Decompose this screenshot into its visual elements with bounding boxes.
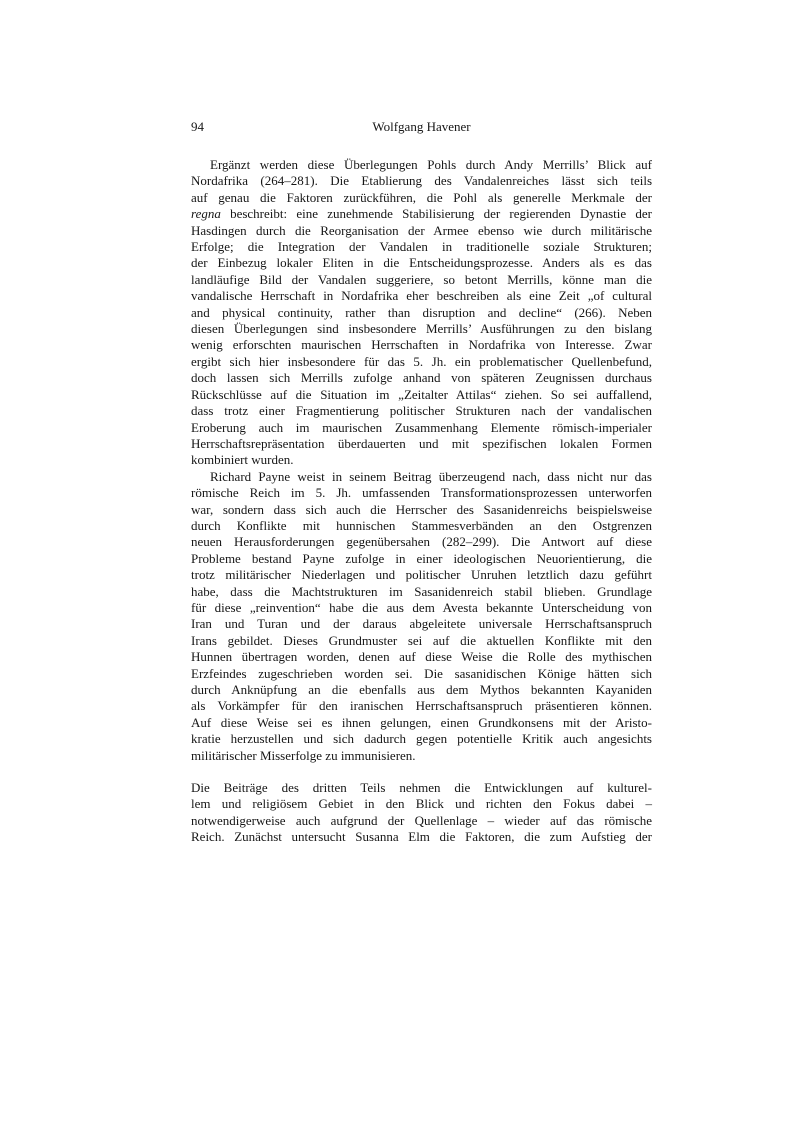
text-line (191, 354, 652, 370)
text-line (191, 829, 652, 845)
text-line (191, 698, 652, 714)
text-segment: durch Konflikte mit hunnischen Stammesverbänden an den Ostgrenzen (191, 517, 652, 533)
text-line (191, 157, 652, 173)
text-segment: militärischer Misserfolge zu immunisieren. (191, 747, 416, 763)
text-line (191, 173, 652, 189)
running-head-title: Wolfgang Havener (372, 119, 471, 134)
text-segment: Herrschaftsrepräsentation überdauerten und mit spezifischen lokalen Formen (191, 435, 652, 451)
text-line (191, 584, 652, 600)
text-segment: Rückschlüsse auf die Situation im „Zeitalter Attilas“ ziehen. So sei auffallend, (191, 386, 652, 402)
text-line (191, 321, 652, 337)
text-segment: Hunnen übertragen worden, denen auf diese Weise die Rolle des mythischen (191, 649, 652, 665)
text-segment: wenig erforschten maurischen Herrschaften in Nordafrika von Interesse. Zwar (191, 337, 652, 353)
text-segment: Nordafrika (264–281). Die Etablierung des Vandalenreiches lässt sich teils (191, 173, 652, 189)
text-line (191, 337, 652, 353)
text-line (191, 469, 652, 485)
text-block (191, 157, 652, 846)
text-segment: dass trotz einer Fragmentierung politischer Strukturen nach der vandalischen (191, 403, 652, 419)
text-segment: trotz militärischer Niederlagen und politischer Unruhen letztlich dazu geführt (191, 567, 652, 583)
text-line (191, 206, 652, 222)
text-segment: der Einbezug lokaler Eliten in die Entscheidungsprozesse. Anders als es das (191, 255, 652, 271)
text-line (191, 305, 652, 321)
text-line (191, 796, 652, 812)
text-segment: als Vorkämpfer für den iranischen Herrschaftsanspruch präsentieren können. (191, 698, 652, 714)
text-segment: and physical continuity, rather than disruption and decline“ (266). Neben (191, 304, 652, 320)
text-segment: neuen Herausforderungen gegenübersahen (282–299). Die Antwort auf diese (191, 534, 652, 550)
text-line (191, 715, 652, 731)
page-number: 94 (191, 119, 204, 134)
text-line (191, 255, 652, 271)
text-segment: Erfolge; die Integration der Vandalen in traditionelle soziale Strukturen; (191, 239, 652, 255)
text-line (191, 403, 652, 419)
text-line (191, 748, 652, 764)
text-segment: lem und religiösem Gebiet in den Blick und richten den Fokus dabei – (191, 796, 652, 812)
text-segment: war, sondern dass sich auch die Herrscher des Sasanidenreichs beispielsweise (191, 501, 652, 517)
text-line (191, 780, 652, 796)
text-line (191, 272, 652, 288)
text-line (191, 190, 652, 206)
text-line (191, 502, 652, 518)
text-line (191, 616, 652, 632)
italic-text: regna (191, 206, 221, 222)
text-segment: Hasdingen durch die Reorganisation der Armee ebenso wie durch militärische (191, 222, 652, 238)
text-line (191, 370, 652, 386)
text-segment: Ergänzt werden diese Überlegungen Pohls durch Andy Merrills’ Blick auf (210, 157, 652, 172)
text-segment: diesen Überlegungen sind insbesondere Merrills’ Ausführungen zu den bislang (191, 321, 652, 337)
text-line (191, 239, 652, 255)
text-line (191, 551, 652, 567)
text-line (191, 682, 652, 698)
paragraph-3 (191, 780, 652, 846)
text-line (191, 534, 652, 550)
text-segment: Iran und Turan und der daraus abgeleitete universale Herrschaftsanspruch (191, 616, 652, 632)
text-segment: Richard Payne weist in seinem Beitrag überzeugend nach, dass nicht nur das (210, 468, 652, 484)
running-header (191, 119, 652, 136)
text-segment: Reich. Zunächst untersucht Susanna Elm die Faktoren, die zum Aufstieg der (191, 829, 652, 845)
text-segment: ergibt sich hier insbesondere für das 5. Jh. ein problematischer Quellenbefund, (191, 353, 652, 369)
text-line (191, 666, 652, 682)
text-segment: Auf diese Weise sei es ihnen gelungen, einen Grundkonsens mit der Aristo- (191, 714, 652, 730)
text-segment: kratie herzustellen und sich dadurch gegen potentielle Kritik auch angesichts (191, 731, 652, 747)
text-line (191, 387, 652, 403)
paragraph-1 (191, 157, 652, 469)
text-line (191, 600, 652, 616)
text-segment: Irans gebildet. Dieses Grundmuster sei auf die aktuellen Konflikte mit den (191, 632, 652, 648)
text-line (191, 518, 652, 534)
text-line (191, 452, 652, 468)
text-line (191, 731, 652, 747)
text-line (191, 223, 652, 239)
text-segment: landläufige Bild der Vandalen suggeriere, so betont Merrills, könne man die (191, 271, 652, 287)
text-segment: notwendigerweise auch aufgrund der Quellenlage – wieder auf das römische (191, 812, 652, 828)
text-segment: für diese „reinvention“ habe die aus dem Avesta bekannte Unterscheidung von (191, 599, 652, 615)
text-line (191, 288, 652, 304)
text-segment: Die Beiträge des dritten Teils nehmen die Entwicklungen auf kulturel- (191, 780, 652, 796)
text-line (191, 420, 652, 436)
text-segment: Erzfeindes zugeschrieben worden sei. Die sasanidischen Könige hätten sich (191, 665, 652, 681)
text-line (191, 649, 652, 665)
text-segment: Eroberung auch im maurischen Zusammenhang Elemente römisch-imperialer (191, 419, 652, 435)
text-line (191, 633, 652, 649)
text-segment: vandalische Herrschaft in Nordafrika eher beschreiben als eine Zeit „of cultural (191, 288, 652, 304)
text-line (191, 567, 652, 583)
text-segment: durch Anknüpfung an die ebenfalls aus dem Mythos bekannten Kayaniden (191, 682, 652, 697)
text-line (191, 436, 652, 452)
text-segment: kombiniert wurden. (191, 452, 294, 468)
text-segment: beschreibt: eine zunehmende Stabilisierung der regierenden Dynastie der (220, 206, 652, 222)
text-line (191, 485, 652, 501)
text-segment: Probleme bestand Payne zufolge in einer ideologischen Neuorientierung, die (191, 550, 652, 566)
text-segment: doch lassen sich Merrills zufolge anhand von späteren Zeugnissen durchaus (191, 370, 652, 386)
text-segment: auf genau die Faktoren zurückführen, die Pohl als generelle Merkmale der (191, 189, 652, 205)
text-segment: habe, dass die Machtstrukturen im Sasanidenreich stabil blieben. Grundlage (191, 583, 652, 599)
text-line (191, 813, 652, 829)
paragraph-2 (191, 469, 652, 764)
text-segment: römische Reich im 5. Jh. umfassenden Transformationsprozessen unterworfen (191, 485, 652, 501)
